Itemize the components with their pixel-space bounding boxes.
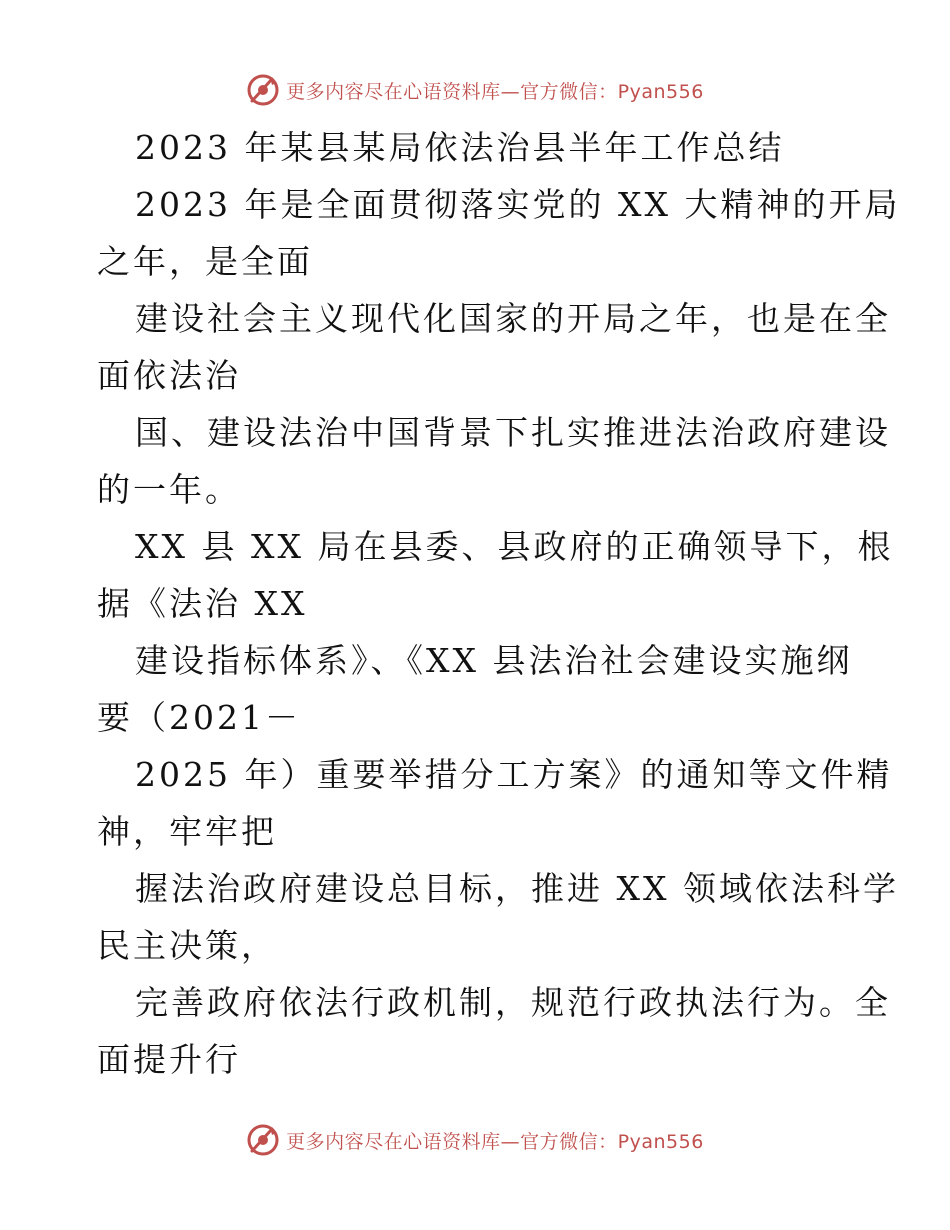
watermark-text: 更多内容尽在心语资料库—官方微信：Pyan556 xyxy=(286,80,704,103)
paragraph-line: 民主决策， xyxy=(97,926,277,965)
pen-logo-icon xyxy=(246,73,280,107)
paragraph-line: 国、建设法治中国背景下扎实推进法治政府建设 xyxy=(135,413,891,452)
paragraph-line: 2025 年）重要举措分工方案》的通知等文件精 xyxy=(135,755,893,794)
paragraph-line: 2023 年是全面贯彻落实党的 XX 大精神的开局 xyxy=(135,185,901,224)
paragraph-line: XX 县 XX 局在县委、县政府的正确领导下，根 xyxy=(135,527,894,566)
document-title: 2023 年某县某局依法治县半年工作总结 xyxy=(135,128,785,167)
paragraph-line: 握法治政府建设总目标，推进 XX 领域依法科学 xyxy=(135,869,899,908)
paragraph-line: 神，牢牢把 xyxy=(97,812,277,851)
paragraph-line: 面提升行 xyxy=(97,1040,241,1079)
footer-watermark xyxy=(0,1120,950,1160)
watermark-text: 更多内容尽在心语资料库—官方微信：Pyan556 xyxy=(286,1130,704,1153)
paragraph-line: 据《法治 XX xyxy=(97,584,308,623)
paragraph-line: 的一年。 xyxy=(97,470,241,509)
paragraph-line: 建设指标体系》、《XX 县法治社会建设实施纲 xyxy=(135,641,853,680)
pen-logo-icon xyxy=(246,1123,280,1157)
paragraph-line: 要（2021－ xyxy=(97,698,301,737)
header-watermark xyxy=(0,70,950,110)
paragraph-line: 之年，是全面 xyxy=(97,242,313,281)
paragraph-line: 建设社会主义现代化国家的开局之年，也是在全 xyxy=(135,299,891,338)
paragraph-line: 面依法治 xyxy=(97,356,241,395)
paragraph-line: 完善政府依法行政机制，规范行政执法行为。全 xyxy=(135,983,891,1022)
